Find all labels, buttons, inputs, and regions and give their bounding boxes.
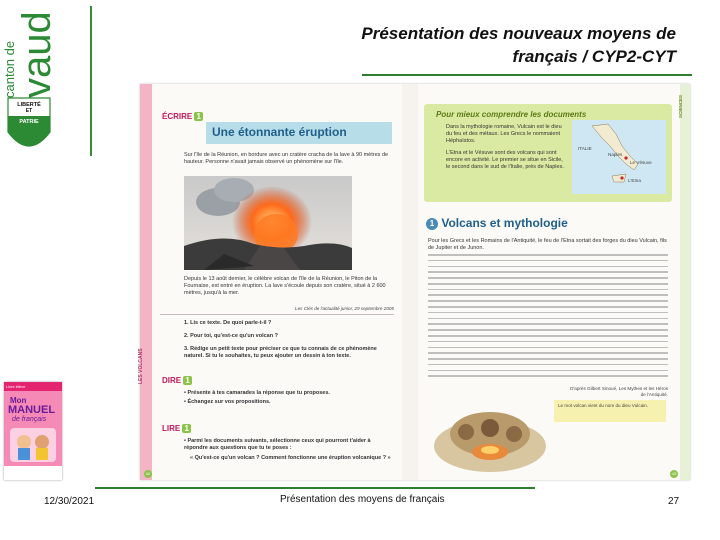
- textbook-spread-image: [140, 84, 690, 480]
- right-page: [418, 84, 690, 480]
- left-page: [140, 84, 402, 480]
- question-3: 3. Rédige un petit texte pour préciser ce que tu connais de ce phénomène naturel. Si tu le souhaites, tu peux ajouter un dessin à ton texte.: [184, 346, 377, 359]
- info-box-text-1: Dans la mythologie romaine, Vulcain est le dieu du feu et des métaux. Les Grecs le nommaient Héphaïstos.: [446, 124, 562, 144]
- left-page-band: [140, 84, 152, 480]
- logo-canton-text: canton de: [2, 40, 17, 98]
- title-underline: [362, 74, 692, 76]
- info-box-text-2: L'Etna et le Vésuve sont des volcans qui sont encore en activité. Le premier se situe en Sicile, le second dans le sud de l'Italie, près de Naples.: [446, 150, 564, 170]
- logo-motto-2: ET: [25, 108, 33, 114]
- lire-item-2: « Qu'est-ce qu'un volcan ? Comment fonctionne une éruption volcanique ? »: [190, 455, 391, 461]
- left-side-label: LES VOLCANS: [138, 348, 144, 384]
- logo-vaud-text: vaud: [15, 11, 59, 98]
- dire-tag: [162, 376, 192, 385]
- dire-item-1: • Présente à tes camarades la réponse que tu proposes.: [184, 390, 330, 396]
- section-title: Volcans et mythologie: [441, 216, 568, 230]
- ecrire-tag-label: ÉCRIRE: [162, 112, 193, 121]
- dire-tag-num: 1: [185, 376, 190, 385]
- ecrire-tag: [162, 112, 203, 121]
- slide-title-line-1: Présentation des nouveaux moyens de: [361, 24, 676, 43]
- dire-tag-label: DIRE: [162, 376, 182, 385]
- logo-motto-1: LIBERTÉ: [17, 102, 41, 108]
- left-intro-text: Sur l'île de la Réunion, en bordure avec un cratère cracha de la lave à 90 mètres de hauteur. Personne n'avait jamais observé un phénomène sur l'île.: [184, 152, 389, 165]
- right-body-lines: [428, 254, 668, 381]
- heading-box: [206, 122, 392, 144]
- book-word-francais: de français: [12, 416, 47, 423]
- lire-item-1: • Parmi les documents suivants, sélectionne ceux qui pourront t'aider à répondre aux questions que tu te poses :: [184, 438, 371, 451]
- lire-tag-label: LIRE: [162, 424, 181, 433]
- right-attribution: D'après Gilbert Sinoué, Les Mythes et les Héros de l'Antiquité.: [570, 386, 668, 397]
- info-box: [424, 104, 672, 202]
- book-cover-image: [4, 382, 62, 480]
- book-word-manuel: MANUEL: [8, 404, 56, 416]
- footer-page-number: 27: [668, 496, 680, 507]
- book-bottom-strip: [4, 466, 62, 480]
- left-credit: Les Clés de l'actualité junior, 29 septembre 2005: [295, 306, 394, 311]
- left-caption-text: Depuis le 13 août dernier, le célèbre volcan de l'île de la Réunion, le Piton de la Fournaise, est entré en éruption. La lave s'écoule depuis son cratère, situé à 2 600 mètres, jusqu'à la mer.: [184, 276, 386, 296]
- book-word-mon: Mon: [10, 396, 27, 405]
- map-label-italie: ITALIE: [578, 146, 592, 151]
- slide-title: [236, 22, 676, 68]
- left-page-heading: Une étonnante éruption: [212, 125, 347, 139]
- book-top-banner: Livre élève: [4, 382, 62, 391]
- section-number: 1: [426, 218, 438, 230]
- info-box-heading: Pour mieux comprendre les documents: [436, 110, 587, 119]
- left-page-number: 42: [145, 471, 151, 476]
- ecrire-tag-num: 1: [196, 112, 201, 121]
- logo-motto-3: PATRIE: [19, 119, 39, 125]
- note-text: Le mot volcan vient du nom du dieu Vulcain.: [558, 403, 648, 408]
- map-label-naples: Naples: [608, 152, 623, 157]
- right-page-number: 43: [671, 471, 677, 476]
- right-page-band: [680, 84, 690, 480]
- map-label-vesuve: Le Vésuve: [630, 160, 652, 165]
- slide-title-line-2: français / CYP2-CYT: [512, 47, 676, 66]
- volcano-photo: [184, 176, 352, 270]
- italy-map: [572, 120, 666, 194]
- right-body-text: Pour les Grecs et les Romains de l'Antiquité, le feu de l'Etna sortait des forges du dieu Vulcain, fils de Jupiter et de Junon.: [428, 238, 667, 251]
- footer-text: Présentation des moyens de français: [280, 494, 445, 505]
- question-1: 1. Lis ce texte. De quoi parle-t-il ?: [184, 320, 272, 326]
- map-label-etna: L'Etna: [628, 178, 641, 183]
- section-heading: [426, 216, 568, 230]
- cyclops-illustration: [430, 394, 550, 474]
- logo-divider: [90, 6, 92, 156]
- question-2: 2. Pour toi, qu'est-ce qu'un volcan ?: [184, 333, 278, 339]
- lire-tag: [162, 424, 191, 433]
- lire-tag-num: 1: [184, 424, 189, 433]
- left-divider-1: [160, 314, 394, 315]
- canton-de-vaud-logo: [0, 0, 60, 160]
- footer-rule: [95, 487, 535, 489]
- note-box: [554, 400, 666, 422]
- dire-item-2: • Échangez sur vos propositions.: [184, 399, 271, 405]
- book-cover-illustration: [10, 428, 56, 462]
- footer-date: 12/30/2021: [44, 496, 95, 507]
- sciences-tag: SCIENCES: [678, 94, 683, 118]
